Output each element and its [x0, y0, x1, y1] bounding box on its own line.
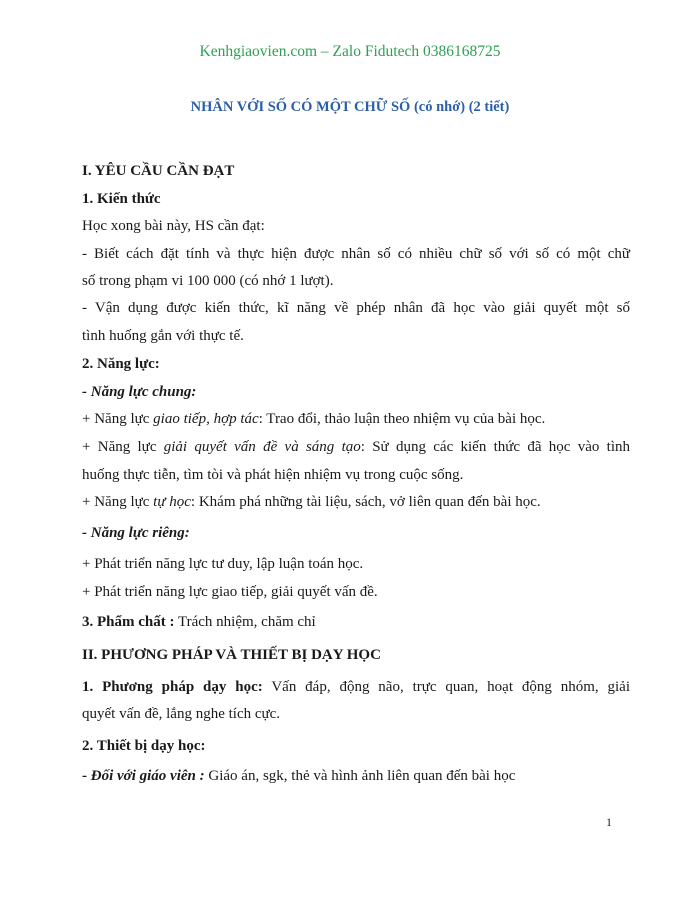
specific-competency-item-1: + Phát triển năng lực tư duy, lập luận toán học.	[82, 556, 364, 572]
document-title: NHÂN VỚI SỐ CÓ MỘT CHỮ SỐ (có nhớ) (2 tiết)	[190, 99, 510, 115]
item-prefix: + Năng lực	[82, 494, 154, 510]
section-heading-methods: II. PHƯƠNG PHÁP VÀ THIẾT BỊ DẠY HỌC	[82, 647, 381, 663]
item-emphasis: tự học	[153, 494, 191, 510]
item-prefix: + Năng lực	[82, 439, 164, 455]
teacher-label: Đối với giáo viên :	[90, 768, 205, 784]
item-text: : Khám phá những tài liệu, sách, vở liên quan đến bài học.	[190, 494, 541, 510]
subheading-competency: 2. Năng lực:	[82, 356, 160, 372]
general-competency-item-2-line-2: huống thực tiễn, tìm tòi và phát hiện nhiệm vụ trong cuộc sống.	[82, 467, 464, 483]
quality-heading: 3. Phẩm chất :	[82, 614, 175, 630]
specific-competency-heading: - Năng lực riêng:	[82, 525, 190, 541]
general-competency-heading: - Năng lực chung:	[82, 384, 197, 400]
item-text: : Sử dụng các kiến thức đã học vào tình	[360, 439, 631, 455]
item-emphasis: giao tiếp, hợp tác	[153, 411, 259, 427]
item-text: : Trao đổi, thảo luận theo nhiệm vụ của bài học.	[258, 411, 546, 427]
item-prefix: + Năng lực	[82, 411, 154, 427]
method-line-2: quyết vấn đề, lắng nghe tích cực.	[82, 706, 281, 722]
knowledge-intro: Học xong bài này, HS cần đạt:	[82, 218, 265, 234]
subheading-equipment: 2. Thiết bị dạy học:	[82, 738, 206, 754]
method-text: Vấn đáp, động não, trực quan, hoạt động nhóm, giải	[262, 679, 630, 695]
teacher-dash: -	[82, 768, 91, 784]
teacher-equipment-line	[82, 766, 630, 786]
page-header: Kenhgiaovien.com – Zalo Fidutech 0386168725	[199, 43, 501, 60]
knowledge-item-1-line-2: số trong phạm vi 100 000 (có nhớ 1 lượt).	[82, 273, 334, 289]
item-emphasis: giải quyết vấn đề và sáng tạo	[163, 439, 361, 455]
method-line-1	[82, 677, 630, 697]
section-heading-requirements: I. YÊU CẦU CẦN ĐẠT	[82, 163, 235, 179]
subheading-knowledge: 1. Kiến thức	[82, 191, 161, 207]
teacher-text: Giáo án, sgk, thẻ và hình ảnh liên quan đến bài học	[204, 768, 516, 784]
quality-text: Trách nhiệm, chăm chỉ	[174, 614, 316, 630]
specific-competency-item-2: + Phát triển năng lực giao tiếp, giải quyết vấn đề.	[82, 584, 378, 600]
quality-line	[82, 612, 630, 632]
general-competency-item-1	[82, 409, 630, 429]
general-competency-item-2-line-1	[82, 437, 630, 457]
general-competency-item-3	[82, 492, 630, 512]
knowledge-item-1-line-1: - Biết cách đặt tính và thực hiện được nhân số có nhiều chữ số với số có một chữ	[82, 246, 630, 262]
knowledge-item-2-line-1: - Vận dụng được kiến thức, kĩ năng về phép nhân đã học vào giải quyết một số	[82, 300, 630, 316]
page-number: 1	[606, 815, 612, 829]
method-heading: 1. Phương pháp dạy học:	[82, 679, 263, 695]
knowledge-item-2-line-2: tình huống gắn với thực tế.	[82, 328, 244, 344]
